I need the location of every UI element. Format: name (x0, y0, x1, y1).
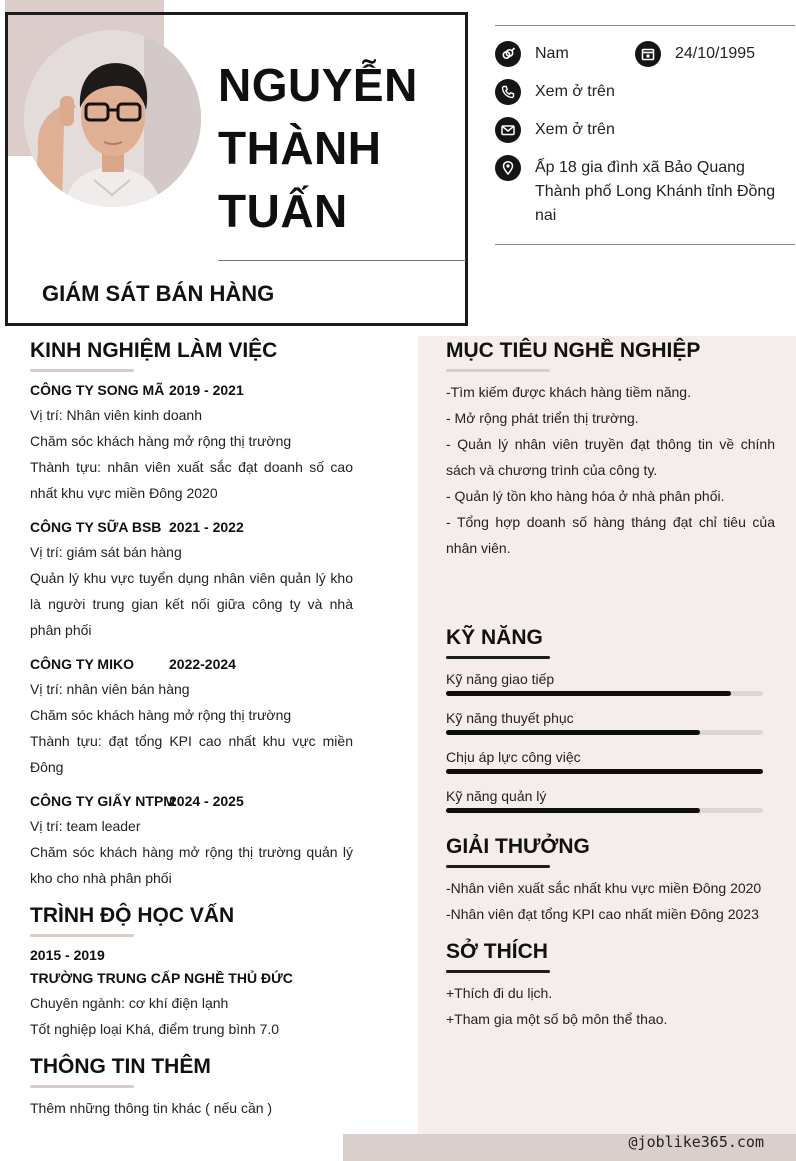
job-1-header (30, 380, 244, 400)
job-company: CÔNG TY SONG MÃ (30, 382, 165, 398)
awards-underline (446, 865, 550, 868)
job-title: GIÁM SÁT BÁN HÀNG (42, 281, 275, 306)
calendar-icon (635, 41, 661, 67)
education-school: TRƯỜNG TRUNG CẤP NGHỀ THỦ ĐỨC (30, 970, 293, 986)
objective-item: - Mở rộng phát triển thị trường. (446, 410, 639, 426)
job-detail: Thành tựu: nhân viên xuất sắc đạt doanh số cao nhất khu vực miền Đông 2020 (30, 459, 353, 501)
hobbies-section (446, 939, 548, 965)
extra-info-title: THÔNG TIN THÊM (30, 1055, 211, 1078)
skill-label: Kỹ năng giao tiếp (446, 671, 555, 687)
job-detail: Chăm sóc khách hàng mở rộng thị trường quản lý kho cho nhà phân phối (30, 844, 353, 886)
job-detail: Thành tựu: đạt tổng KPI cao nhất khu vực miền Đông (30, 733, 353, 775)
extra-info-underline (30, 1085, 134, 1088)
hobby-item: +Tham gia một số bộ môn thể thao. (446, 1011, 668, 1027)
full-name (218, 54, 418, 243)
experience-title: KINH NGHIỆM LÀM VIỆC (30, 339, 278, 362)
job-3-header (30, 654, 236, 674)
job-position: Vị trí: Nhân viên kinh doanh (30, 407, 202, 423)
address-line-1: Ấp 18 gia đình xã Bảo Quang (535, 159, 745, 176)
hobby-item: +Thích đi du lịch. (446, 985, 553, 1001)
job-period: 2022-2024 (169, 656, 236, 672)
address-line-3: nai (535, 207, 557, 224)
skill-bar (446, 691, 763, 696)
skills-title: KỸ NĂNG (446, 626, 543, 649)
job-detail: Chăm sóc khách hàng mở rộng thị trường (30, 707, 292, 723)
job-company: CÔNG TY SỮA BSB (30, 519, 162, 535)
education-section (30, 903, 234, 929)
phone-icon (495, 79, 521, 105)
address-line-2: Thành phố Long Khánh tỉnh Đồng (535, 183, 776, 200)
skill-bar-fill (446, 808, 700, 813)
job-position: Vị trí: team leader (30, 818, 141, 834)
education-underline (30, 934, 134, 937)
education-major: Chuyên ngành: cơ khí điện lạnh (30, 995, 229, 1011)
skill-bar-fill (446, 769, 763, 774)
contact-top-divider (495, 25, 795, 26)
job-period: 2024 - 2025 (169, 793, 244, 809)
hobbies-title: SỞ THÍCH (446, 940, 548, 963)
job-company: CÔNG TY GIẤY NTPM (30, 793, 175, 809)
skills-section (446, 625, 543, 651)
gender-value: Nam (535, 45, 569, 62)
job-2-header (30, 517, 244, 537)
job-period: 2021 - 2022 (169, 519, 244, 535)
job-period: 2019 - 2021 (169, 382, 244, 398)
name-line-2: THÀNH (218, 122, 382, 174)
hobbies-underline (446, 970, 550, 973)
email-icon (495, 117, 521, 143)
address-value (535, 156, 790, 228)
education-period: 2015 - 2019 (30, 947, 105, 963)
award-item: -Nhân viên xuất sắc nhất khu vực miền Đông 2020 (446, 880, 762, 896)
education-title: TRÌNH ĐỘ HỌC VẤN (30, 904, 235, 927)
skill-label: Chịu áp lực công việc (446, 749, 581, 765)
skill-bar (446, 769, 763, 774)
job-position: Vị trí: giám sát bán hàng (30, 544, 182, 560)
name-line-1: NGUYỄN (218, 59, 418, 111)
job-position: Vị trí: nhân viên bán hàng (30, 681, 190, 697)
footer-watermark: @joblike365.com (628, 1133, 764, 1151)
skill-label: Kỹ năng quản lý (446, 788, 547, 804)
objective-item: - Quản lý nhân viên truyền đạt thông tin về chính sách và chương trình của công ty. (446, 436, 775, 478)
experience-section (30, 338, 277, 364)
name-divider (218, 260, 466, 261)
avatar (24, 30, 201, 207)
skill-bar (446, 730, 763, 735)
profile-photo (24, 30, 201, 207)
awards-section (446, 834, 590, 860)
email-value[interactable]: Xem ở trên (535, 121, 615, 138)
objective-underline (446, 369, 550, 372)
gender-icon (495, 41, 521, 67)
dob-value: 24/10/1995 (675, 45, 756, 62)
skill-bar (446, 808, 763, 813)
job-detail: Quản lý khu vực tuyển dụng nhân viên quản lý kho là người trung gian kết nối giữa công ty và nhà phân phối (30, 570, 353, 638)
extra-info-section (30, 1054, 211, 1080)
name-line-3: TUẤN (218, 185, 348, 237)
skill-label: Kỹ năng thuyết phục (446, 710, 574, 726)
objective-item: - Quản lý tồn kho hàng hóa ở nhà phân phối. (446, 488, 725, 504)
skills-underline (446, 656, 550, 659)
objective-title: MỤC TIÊU NGHỀ NGHIỆP (446, 339, 701, 362)
job-detail: Chăm sóc khách hàng mở rộng thị trường (30, 433, 292, 449)
award-item: -Nhân viên đạt tổng KPI cao nhất miền Đông 2023 (446, 906, 759, 922)
objective-item: -Tìm kiếm được khách hàng tiềm năng. (446, 384, 691, 400)
skill-bar-fill (446, 691, 731, 696)
extra-info-text: Thêm những thông tin khác ( nếu cần ) (30, 1100, 273, 1116)
contact-bottom-divider (495, 244, 795, 245)
education-result: Tốt nghiệp loại Khá, điểm trung bình 7.0 (30, 1021, 280, 1037)
objective-item: - Tổng hợp doanh số hàng tháng đạt chỉ tiêu của nhân viên. (446, 514, 775, 556)
objective-section (446, 338, 700, 364)
job-4-header (30, 791, 244, 811)
awards-title: GIẢI THƯỞNG (446, 835, 590, 858)
experience-underline (30, 369, 134, 372)
location-pin-icon (495, 155, 521, 181)
job-company: CÔNG TY MIKO (30, 656, 134, 672)
phone-value[interactable]: Xem ở trên (535, 83, 615, 100)
skill-bar-fill (446, 730, 700, 735)
